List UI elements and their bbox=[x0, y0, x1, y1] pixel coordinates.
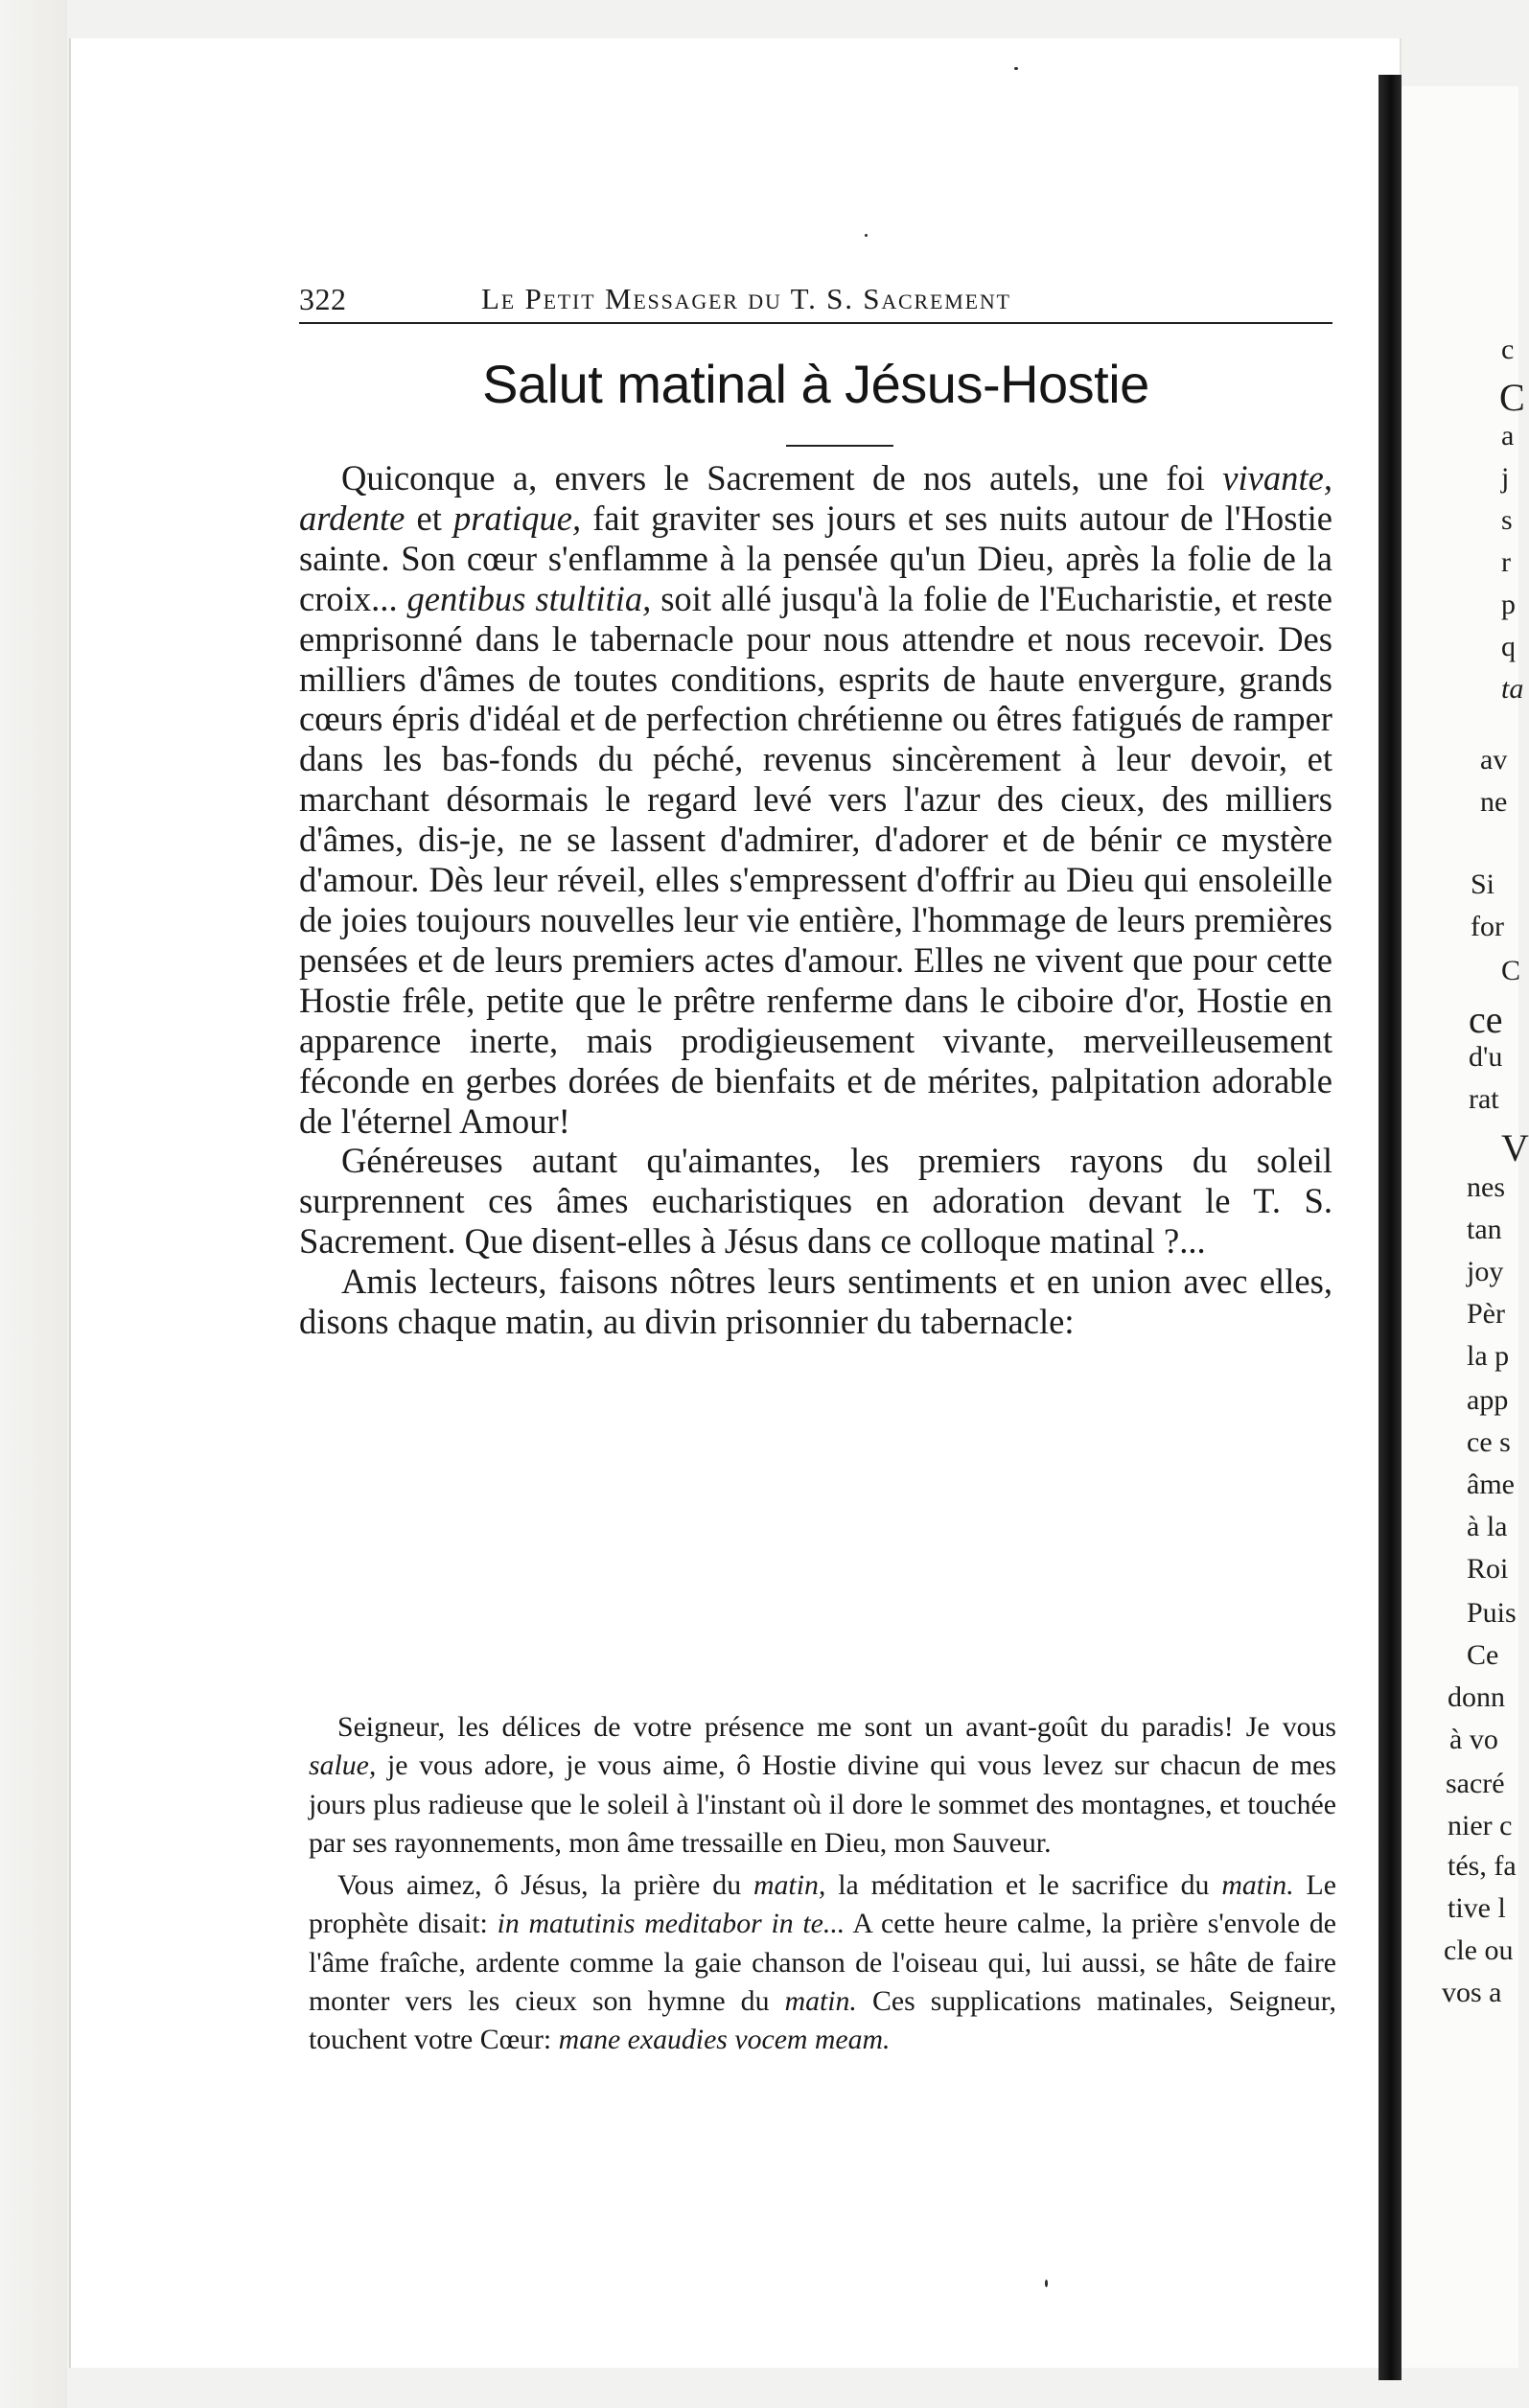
facing-page-fragment: j bbox=[1501, 462, 1510, 494]
facing-page-fragment: C bbox=[1499, 376, 1525, 419]
facing-page-fragment: ce bbox=[1469, 998, 1503, 1041]
facing-page-fragment: av bbox=[1480, 744, 1508, 776]
journal-title: Le Petit Messager du T. S. Sacrement bbox=[481, 282, 1011, 315]
facing-page-fragment: la p bbox=[1467, 1340, 1510, 1372]
facing-page-fragment: âme bbox=[1467, 1469, 1515, 1500]
facing-page-fragment: tan bbox=[1467, 1214, 1502, 1245]
facing-page-fragment: a bbox=[1501, 420, 1515, 452]
facing-page-fragment: Pèr bbox=[1467, 1298, 1505, 1330]
facing-page-fragment: Si bbox=[1471, 868, 1495, 900]
paragraph: Amis lecteurs, faisons nôtres leurs sentiments et en union avec elles, disons chaque matin, au divin prisonnier du tabernacle: bbox=[299, 1262, 1332, 1342]
scan-speck bbox=[1045, 2280, 1048, 2287]
facing-page-fragment: Roi bbox=[1467, 1553, 1509, 1585]
facing-page-fragment: donn bbox=[1448, 1681, 1505, 1713]
facing-page-fragment: vos a bbox=[1442, 1977, 1502, 2008]
title-rule bbox=[786, 445, 893, 447]
facing-page-fragment: à vo bbox=[1449, 1724, 1498, 1755]
facing-page-fragment: q bbox=[1501, 631, 1516, 662]
facing-page-fragment: ne bbox=[1480, 786, 1508, 818]
scan-margin bbox=[0, 0, 67, 2408]
facing-page-fragment: joy bbox=[1467, 1256, 1504, 1287]
facing-page-fragment: cle ou bbox=[1444, 1934, 1514, 1966]
facing-page-fragment: tive l bbox=[1448, 1892, 1506, 1924]
facing-page-fragment: V bbox=[1501, 1126, 1529, 1169]
prayer-block bbox=[309, 1708, 1336, 2060]
scan-speck bbox=[1014, 67, 1018, 70]
facing-page-fragment: Puis bbox=[1467, 1597, 1517, 1629]
prayer-paragraph: Vous aimez, ô Jésus, la prière du matin, la méditation et le sacrifice du matin. Le prophète disait: in matutinis meditabor in te... A cette heure calme, la prière s'envole de l'âme fraîche, ardente comme la gaie chanson de l'oiseau qui, lui aussi, se hâte de faire monter vers les cieux son hymne du matin. Ces supplications matinales, Seigneur, touchent votre Cœur: mane exaudies vocem meam. bbox=[309, 1869, 1337, 2056]
facing-page-edge bbox=[1402, 86, 1529, 2368]
facing-page-fragment: nier c bbox=[1448, 1810, 1513, 1841]
facing-page-fragment: tés, fa bbox=[1448, 1850, 1517, 1882]
facing-page-fragment: p bbox=[1501, 589, 1516, 620]
facing-page-fragment: for bbox=[1471, 911, 1504, 942]
article-title: Salut matinal à Jésus-Hostie bbox=[482, 354, 1149, 414]
facing-page-fragment: c bbox=[1501, 334, 1515, 365]
page-number: 322 bbox=[299, 282, 347, 316]
scan-speck bbox=[865, 234, 868, 237]
facing-page-fragment: r bbox=[1501, 546, 1511, 578]
facing-page-fragment: Ce bbox=[1467, 1639, 1499, 1671]
book-gutter bbox=[1378, 75, 1402, 2380]
facing-page-fragment: ce s bbox=[1467, 1426, 1511, 1458]
prayer-paragraph: Seigneur, les délices de votre présence me sont un avant-goût du paradis! Je vous salue, je vous adore, je vous aime, ô Hostie divine qui vous levez sur chacun de mes jours plus radieuse que le soleil à l'instant où il dore le sommet des montagnes, et touchée par ses rayonnements, mon âme tressaille en Dieu, mon Sauveur. bbox=[309, 1711, 1336, 1859]
facing-page-fragment: ta bbox=[1501, 673, 1524, 705]
facing-page-fragment: C bbox=[1501, 955, 1521, 986]
paragraph: Généreuses autant qu'aimantes, les premiers rayons du soleil surprennent ces âmes eucharistiques en adoration devant le T. S. Sacrement. Que disent-elles à Jésus dans ce colloque matinal ?... bbox=[299, 1141, 1332, 1262]
facing-page-fragment: rat bbox=[1469, 1083, 1499, 1115]
facing-page-fragment: app bbox=[1467, 1384, 1509, 1416]
running-head bbox=[299, 282, 1332, 324]
facing-page-fragment: sacré bbox=[1446, 1768, 1505, 1799]
facing-page-fragment: d'u bbox=[1469, 1041, 1503, 1073]
article-body bbox=[299, 458, 1332, 1342]
facing-page-fragment: nes bbox=[1467, 1171, 1505, 1203]
paragraph: Quiconque a, envers le Sacrement de nos autels, une foi vivante, ardente et pratique, fait graviter ses jours et ses nuits autour de l'Hostie sainte. Son cœur s'enflamme à la pensée qu'un Dieu, après la folie de la croix... gentibus stultitia, soit allé jusqu'à la folie de l'Eucharistie, et reste emprisonné dans le tabernacle pour nous attendre et nous recevoir. Des milliers d'âmes de toutes conditions, esprits de haute envergure, grands cœurs épris d'idéal et de perfection chrétienne ou êtres fatigués de ramper dans les bas-fonds du péché, revenus sincèrement à leur devoir, et marchant désormais le regard levé vers l'azur des cieux, des milliers d'âmes, dis-je, ne se lassent d'admirer, d'adorer et de bénir ce mystère d'amour. Dès leur réveil, elles s'empressent d'offrir au Dieu qui ensoleille de joies toujours nouvelles leur vie entière, l'hommage de leurs premières pensées et de leurs premiers actes d'amour. Elles ne vivent que pour cette Hostie frêle, petite que le prêtre renferme dans le ciboire d'or, Hostie en apparence inerte, mais prodigieusement vivante, merveilleusement féconde en gerbes dorées de bienfaits et de mérites, palpitation adorable de l'éternel Amour! bbox=[299, 458, 1333, 1141]
facing-page-fragment: à la bbox=[1467, 1511, 1508, 1542]
facing-page-fragment: s bbox=[1501, 504, 1513, 536]
